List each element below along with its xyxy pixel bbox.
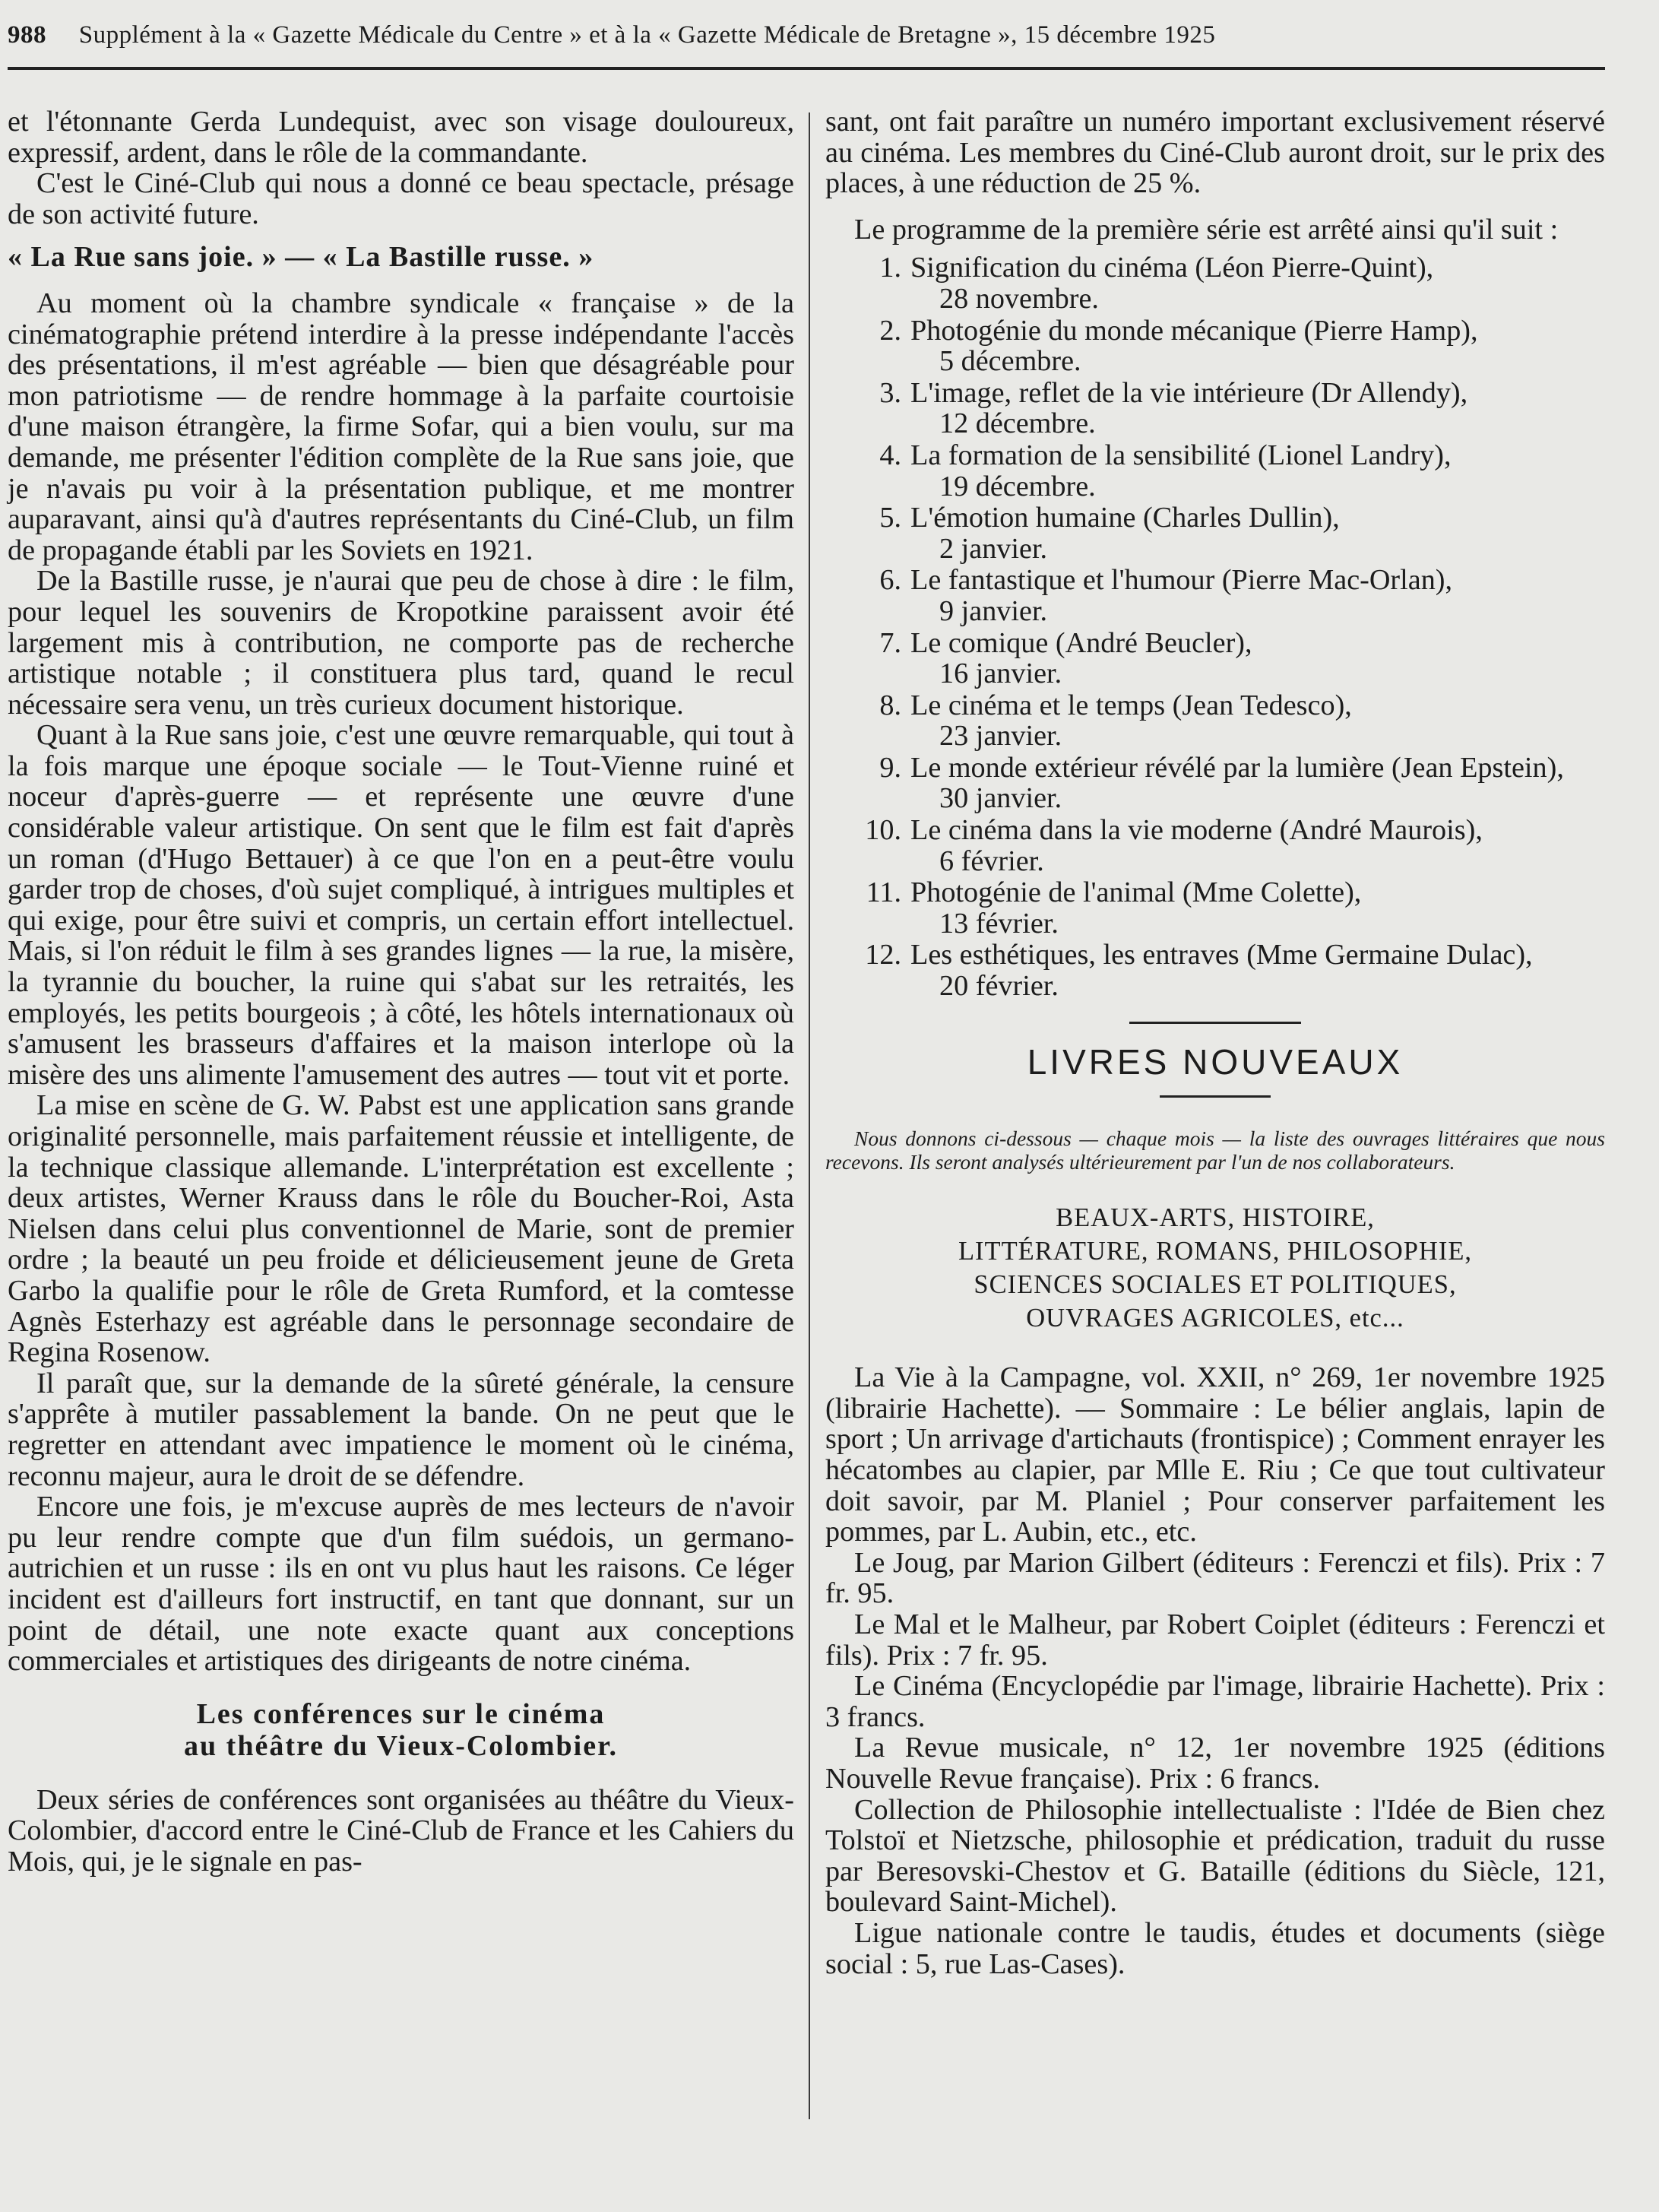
category-line: OUVRAGES AGRICOLES, etc... xyxy=(1026,1304,1404,1333)
item-number: 2. xyxy=(879,314,901,347)
book-entry: Collection de Philosophie intellectualiste : l'Idée de Bien chez Tolstoï et Nietzsche, philosophie et prédication, traduit du russe par Beresovski-Chestov et G. Bataille (éditions du Siècle, 121, boulevard Saint-Michel). xyxy=(825,1793,1605,1919)
book-categories xyxy=(825,1201,1605,1335)
paragraph: Au moment où la chambre syndicale « française » de la cinématographie prétend interdire à la presse indépendante l'accès des présentations, il m'est agréable — bien que désagréable pour mon patriotisme — de rendre hommage à la parfaite courtoisie d'une maison étrangère, la firme Sofar, qui a bien voulu, sur ma demande, me présenter l'édition complète de la Rue sans joie, que je n'avais pu voir à la présentation publique, et me montrer auparavant, ainsi qu'à d'autres représentants du Ciné-Club, un film de propagande établi par les Soviets en 1921. xyxy=(8,287,794,566)
conference-programme xyxy=(825,252,1605,1001)
programme-item xyxy=(825,565,1605,626)
programme-item xyxy=(825,502,1605,564)
item-title: Le fantastique et l'humour (Pierre Mac-Orlan), xyxy=(910,564,1453,597)
item-date: 20 février. xyxy=(939,970,1059,1003)
paragraph: et l'étonnante Gerda Lundequist, avec son visage douloureux, expressif, ardent, dans le rôle de la commandante. xyxy=(8,106,794,169)
item-number: 5. xyxy=(879,502,901,534)
paragraph: Le programme de la première série est arrêté ainsi qu'il suit : xyxy=(854,213,1559,246)
book-list xyxy=(825,1362,1605,1979)
item-title: Le cinéma et le temps (Jean Tedesco), xyxy=(910,689,1352,721)
paragraph: C'est le Ciné-Club qui nous a donné ce beau spectacle, présage de son activité future. xyxy=(8,167,794,230)
programme-item xyxy=(825,753,1605,814)
book-entry: Le Mal et le Malheur, par Robert Coiplet (éditeurs : Ferenczi et fils). Prix : 7 fr. 95. xyxy=(825,1608,1605,1672)
item-date: 16 janvier. xyxy=(939,658,1062,690)
book-entry: Ligue nationale contre le taudis, études et documents (siège social : 5, rue Las-Cases). xyxy=(825,1916,1605,1980)
item-date: 30 janvier. xyxy=(939,782,1062,815)
book-entry: Le Cinéma (Encyclopédie par l'image, librairie Hachette). Prix : 3 francs. xyxy=(825,1670,1605,1733)
item-number: 12. xyxy=(865,939,901,971)
item-number: 11. xyxy=(866,876,901,909)
item-number: 6. xyxy=(879,564,901,597)
left-column xyxy=(8,106,794,1877)
programme-item xyxy=(825,440,1605,502)
item-title: Le cinéma dans la vie moderne (André Maurois), xyxy=(910,814,1483,847)
paragraph: Quant à la Rue sans joie, c'est une œuvre remarquable, qui tout à la fois marque une époque sociale — le Tout-Vienne ruiné et noceur d'après-guerre — et représente une œuvre d'une considérable valeur artistique. On sent que le film est fait d'après un roman (d'Hugo Bettauer) à ce que l'on en a peut-être voulu garder trop de choses, d'où sujet compliqué, à intrigues multiples et qui exige, pour être suivi et compris, un certain effort intellectuel. Mais, si l'on réduit le film à ses grandes lignes — la rue, la misère, la tyrannie du boucher, la ruine qui s'abat sur les retraités, les employés, les petits bourgeois ; à côté, les hôtels internationaux où s'amusent les brasseurs d'affaires et la maison interlope où la misère des uns alimente l'amusement des autres — tout vit et porte. xyxy=(8,719,794,1091)
item-number: 9. xyxy=(879,751,901,784)
category-line: BEAUX-ARTS, HISTOIRE, xyxy=(1056,1203,1375,1233)
programme-item xyxy=(825,628,1605,689)
paragraph: La mise en scène de G. W. Pabst est une application sans grande originalité personnelle, mais parfaitement réussie et intelligente, de la technique classique allemande. L'interprétation est excellente ; deux artistes, Werner Krauss dans le rôle du Boucher-Roi, Asta Nielsen dans celui plus conventionnel de Marie, sont de premier ordre ; la beauté un peu froide et délicieusement jeune de Greta Garbo la qualifie pour le rôle de Greta Rumford, et la comtesse Agnès Esterhazy est agréable dans le personnage secondaire de Regina Rosenow. xyxy=(8,1089,794,1369)
livres-nouveaux-heading: LIVRES NOUVEAUX xyxy=(1027,1041,1404,1082)
item-date: 5 décembre. xyxy=(939,345,1081,378)
book-entry: Le Joug, par Marion Gilbert (éditeurs : Ferenczi et fils). Prix : 7 fr. 95. xyxy=(825,1546,1605,1610)
page-number: 988 xyxy=(8,21,46,49)
item-date: 13 février. xyxy=(939,907,1059,940)
item-title: Signification du cinéma (Léon Pierre-Quint), xyxy=(910,252,1434,284)
category-line: SCIENCES SOCIALES ET POLITIQUES, xyxy=(974,1270,1457,1300)
paragraph: Deux séries de conférences sont organisées au théâtre du Vieux-Colombier, d'accord entre le Ciné-Club de France et les Cahiers du Mois, qui, je le signale en pas- xyxy=(8,1783,794,1878)
section-divider xyxy=(1160,1095,1271,1098)
paragraph: De la Bastille russe, je n'aurai que peu de chose à dire : le film, pour lequel les souvenirs de Kropotkine paraissent avoir été largement mis à contribution, ne comporte pas de recherche artistique notable ; il constituera plus tard, quand le recul nécessaire sera venu, un très curieux document historique. xyxy=(8,565,794,721)
programme-item xyxy=(825,690,1605,752)
item-date: 28 novembre. xyxy=(939,282,1099,315)
item-number: 8. xyxy=(879,689,901,721)
item-title: Photogénie de l'animal (Mme Colette), xyxy=(910,876,1362,909)
right-column xyxy=(825,106,1605,1979)
item-number: 7. xyxy=(879,626,901,659)
column-divider xyxy=(809,113,810,2119)
item-number: 4. xyxy=(879,439,901,471)
paragraph: Il paraît que, sur la demande de la sûreté générale, la censure s'apprête à mutiler passablement la bande. On ne peut que le regretter en attendant avec impatience le moment où le cinéma, reconnu majeur, aura le droit de se défendre. xyxy=(8,1367,794,1492)
programme-item xyxy=(825,315,1605,377)
conferences-heading xyxy=(8,1698,794,1762)
item-date: 2 janvier. xyxy=(939,532,1048,565)
item-title: Les esthétiques, les entraves (Mme Germaine Dulac), xyxy=(910,939,1533,971)
item-date: 23 janvier. xyxy=(939,720,1062,753)
heading-line: au théâtre du Vieux-Colombier. xyxy=(184,1729,618,1762)
item-date: 19 décembre. xyxy=(939,470,1096,502)
category-line: LITTÉRATURE, ROMANS, PHILOSOPHIE, xyxy=(958,1237,1473,1266)
item-number: 1. xyxy=(879,252,901,284)
book-entry: La Vie à la Campagne, vol. XXII, n° 269, 1er novembre 1925 (librairie Hachette). — Sommaire : Le bélier anglais, lapin de sport ; Un arrivage d'artichauts (frontispice) ; Comment enrayer les hécatombes au clapier, par Mlle E. Riu ; Ce que tout cultivateur doit savoir, par M. Planiel ; Pour conserver parfaitement les pommes, par L. Aubin, etc., etc. xyxy=(825,1361,1605,1548)
item-title: L'image, reflet de la vie intérieure (Dr Allendy), xyxy=(910,376,1468,409)
item-number: 3. xyxy=(879,376,901,409)
item-date: 9 janvier. xyxy=(939,594,1048,627)
item-title: La formation de la sensibilité (Lionel Landry), xyxy=(910,439,1452,471)
item-date: 6 février. xyxy=(939,845,1044,877)
intro-note: Nous donnons ci-dessous — chaque mois — la liste des ouvrages littéraires que nous recevons. Ils seront analysés ultérieurement par l'un de nos collaborateurs. xyxy=(825,1127,1605,1174)
programme-item xyxy=(825,815,1605,876)
item-title: Le comique (André Beucler), xyxy=(910,626,1252,659)
item-number: 10. xyxy=(865,814,901,847)
programme-item xyxy=(825,877,1605,939)
header-title: Supplément à la « Gazette Médicale du Centre » et à la « Gazette Médicale de Bretagne », 15 décembre 1925 xyxy=(78,21,1216,49)
heading-line: Les conférences sur le cinéma xyxy=(196,1697,606,1730)
item-title: L'émotion humaine (Charles Dullin), xyxy=(910,502,1340,534)
item-title: Le monde extérieur révélé par la lumière (Jean Epstein), xyxy=(910,751,1564,784)
item-date: 12 décembre. xyxy=(939,407,1096,440)
book-entry: La Revue musicale, n° 12, 1er novembre 1925 (éditions Nouvelle Revue française). Prix : 6 francs. xyxy=(825,1732,1605,1795)
paragraph: Encore une fois, je m'excuse auprès de mes lecteurs de n'avoir pu leur rendre compte que d'un film suédois, un germano-autrichien et un russe : ils en ont vu plus haut les raisons. Ce léger incident est d'ailleurs fort instructif, en tant que donnant, sur un point de détail, une note exacte quant aux conceptions commerciales et artistiques des dirigeants de notre cinéma. xyxy=(8,1491,794,1678)
paragraph: sant, ont fait paraître un numéro important exclusivement réservé au cinéma. Les membres du Ciné-Club auront droit, sur le prix des places, à une réduction de 25 %. xyxy=(825,106,1605,200)
header-rule xyxy=(8,67,1605,70)
programme-item xyxy=(825,940,1605,1001)
section-divider xyxy=(1129,1022,1301,1024)
programme-item xyxy=(825,378,1605,439)
section-subtitle: « La Rue sans joie. » — « La Bastille russe. » xyxy=(8,241,594,274)
running-header xyxy=(8,21,1604,49)
item-title: Photogénie du monde mécanique (Pierre Hamp), xyxy=(910,314,1478,347)
programme-item xyxy=(825,252,1605,314)
